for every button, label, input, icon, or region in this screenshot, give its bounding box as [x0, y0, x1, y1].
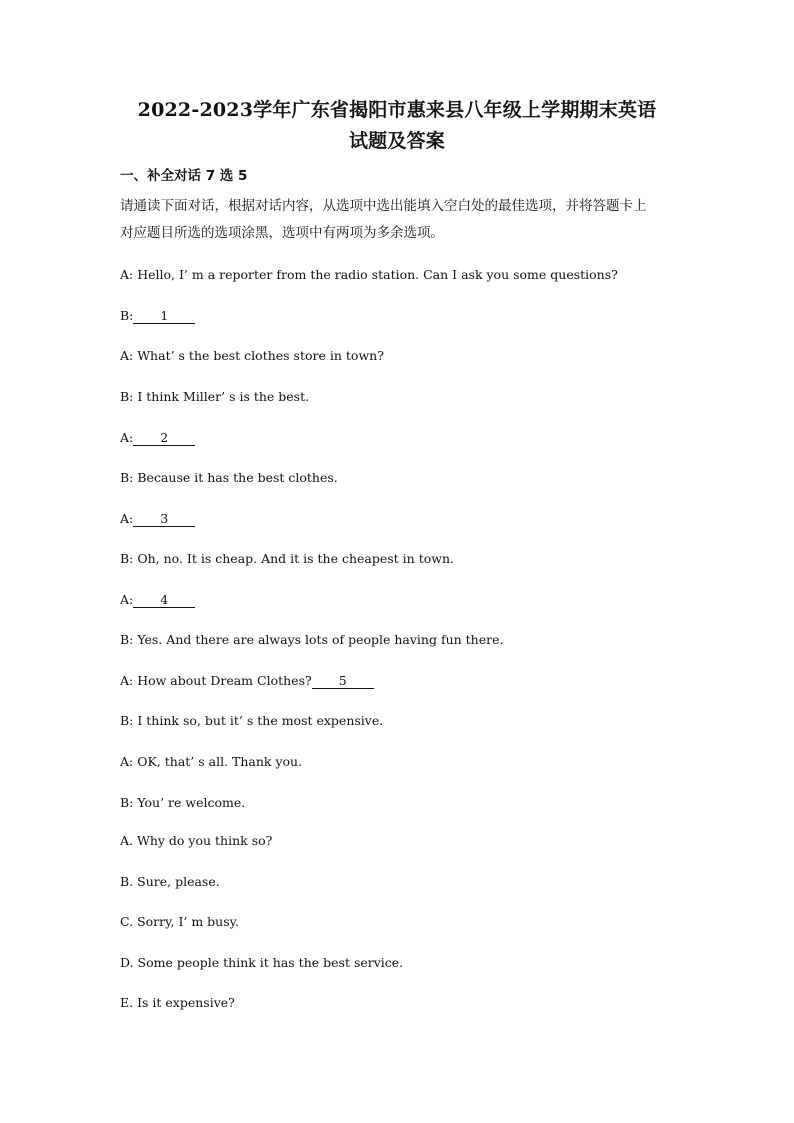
speaker-prefix: A: — [120, 430, 134, 445]
dialogue-line: A: OK, that’ s all. Thank you. — [120, 754, 303, 769]
option-c: C. Sorry, I’ m busy. — [120, 914, 240, 929]
answer-blank: 3 — [133, 511, 195, 527]
speaker-prefix: A: — [120, 592, 134, 607]
speaker-prefix: A: How about Dream Clothes? — [120, 673, 312, 688]
dialogue-line: B: Because it has the best clothes. — [120, 470, 338, 485]
dialogue-line — [120, 510, 195, 528]
answer-blank: 1 — [133, 308, 195, 324]
answer-blank: 2 — [133, 430, 195, 446]
option-d: D. Some people think it has the best service. — [120, 955, 404, 970]
document-title-line-2: 试题及答案 — [348, 130, 445, 152]
dialogue-line — [120, 591, 195, 609]
dialogue-line: B: I think so, but it’ s the most expensive. — [120, 713, 384, 728]
dialogue-line: B: I think Miller’ s is the best. — [120, 389, 310, 404]
dialogue-line — [120, 672, 374, 690]
speaker-prefix: A: — [120, 511, 134, 526]
dialogue-line: B: You’ re welcome. — [120, 795, 246, 810]
answer-blank: 4 — [133, 592, 195, 608]
section-heading: 一、补全对话 7 选 5 — [120, 168, 248, 184]
answer-blank: 5 — [312, 673, 374, 689]
instruction-line-1: 请通读下面对话，根据对话内容，从选项中选出能填入空白处的最佳选项，并将答题卡上 — [120, 198, 647, 214]
dialogue-line — [120, 429, 195, 447]
speaker-prefix: B: — [120, 308, 134, 323]
document-title-line-1: 2022-2023学年广东省揭阳市惠来县八年级上学期期末英语 — [137, 99, 657, 121]
option-a: A. Why do you think so? — [120, 833, 273, 848]
dialogue-line: A: What’ s the best clothes store in town? — [120, 348, 384, 363]
dialogue-line: B: Yes. And there are always lots of people having fun there. — [120, 632, 504, 647]
dialogue-line — [120, 307, 195, 325]
dialogue-line: B: Oh, no. It is cheap. And it is the cheapest in town. — [120, 551, 454, 566]
dialogue-line: A: Hello, I’ m a reporter from the radio station. Can I ask you some questions? — [120, 267, 618, 282]
option-e: E. Is it expensive? — [120, 995, 235, 1010]
option-b: B. Sure, please. — [120, 874, 220, 889]
instruction-line-2: 对应题目所选的选项涂黑，选项中有两项为多余选项。 — [120, 225, 444, 241]
